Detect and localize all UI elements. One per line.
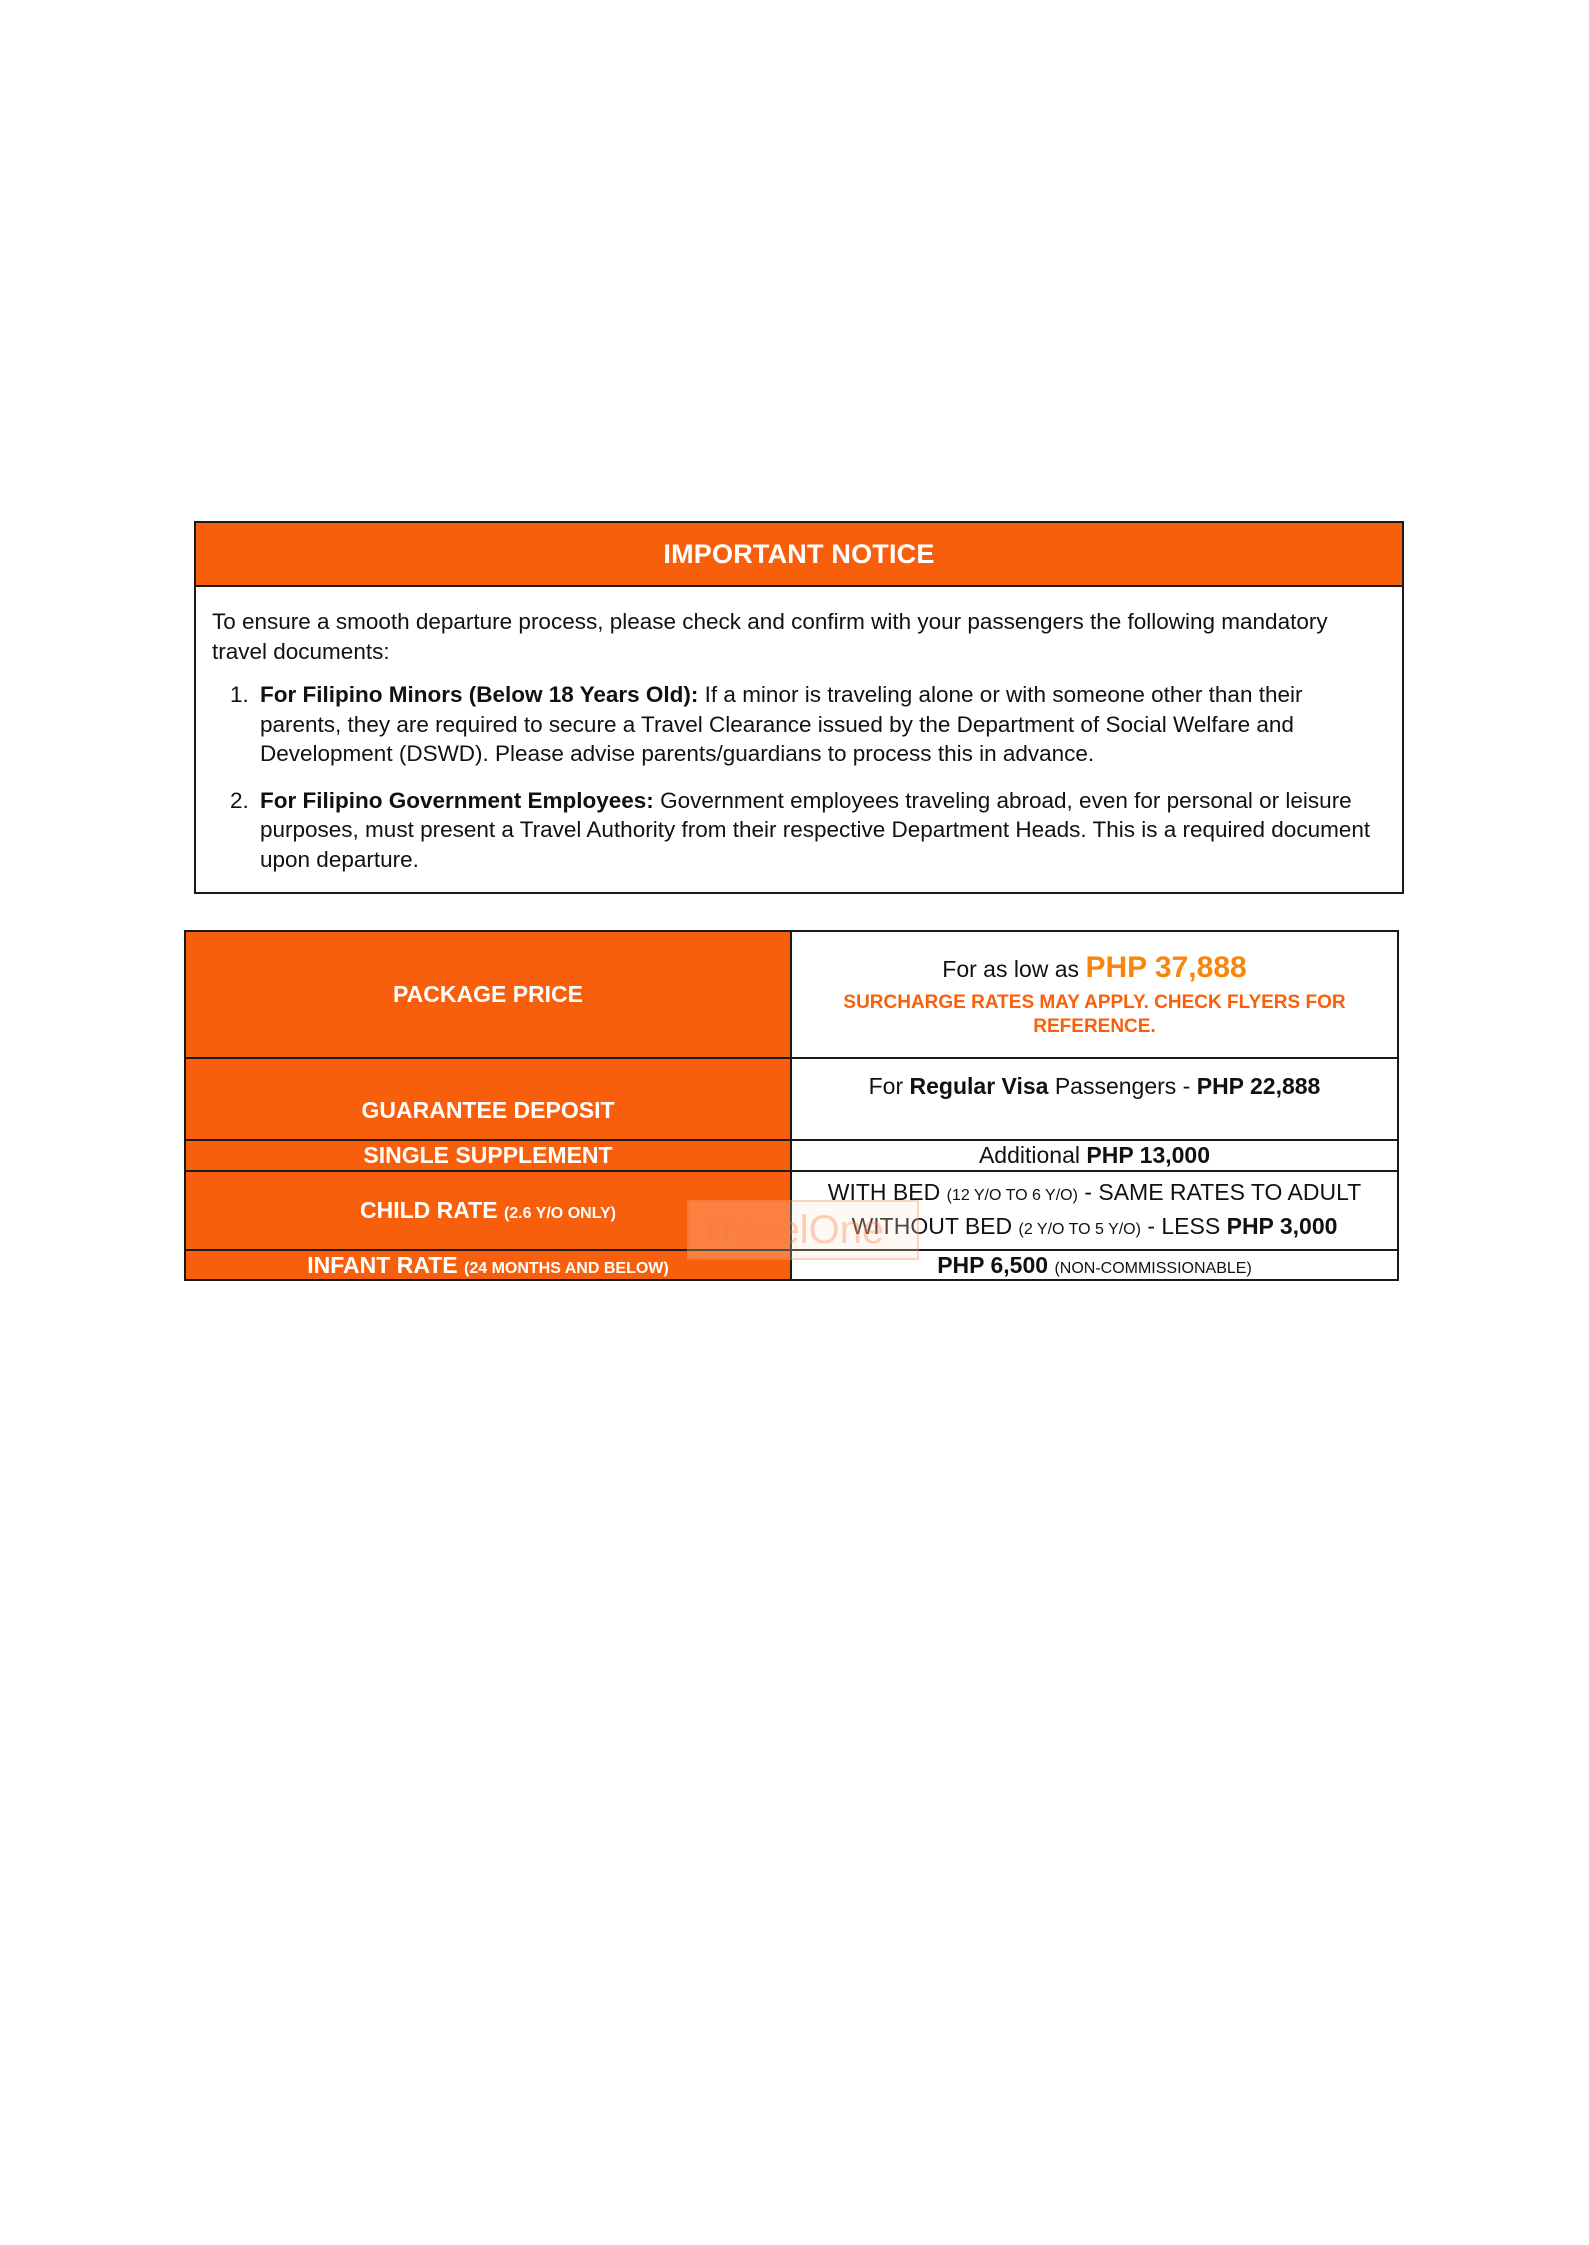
package-price-prefix: For as low as [942, 955, 1080, 982]
child-rate-label [185, 1171, 791, 1250]
table-row-single-supplement [185, 1140, 1398, 1171]
infant-rate-label [185, 1250, 791, 1280]
child-rate-title: CHILD RATE [360, 1197, 498, 1223]
item-number: 2. [230, 787, 249, 813]
package-price-amount: PHP 37,888 [1085, 950, 1247, 984]
supplement-prefix: Additional [978, 1142, 1080, 1168]
deposit-visa: Regular Visa [909, 1073, 1049, 1099]
table-row-package-price [185, 931, 1398, 1058]
table-row-guarantee-deposit [185, 1058, 1398, 1140]
item-title: For Filipino Minors (Below 18 Years Old): [260, 682, 699, 707]
package-price-label: PACKAGE PRICE [185, 931, 791, 1058]
deposit-prefix: For [868, 1073, 904, 1099]
notice-list [212, 680, 1388, 874]
item-text: Government employees traveling abroad, even for personal or leisure purposes, must present a Travel Authority from their respective Department Heads. This is a required document upon departure. [260, 787, 1371, 872]
item-number: 1. [230, 682, 249, 707]
infant-rate-value [791, 1250, 1398, 1280]
surcharge-note: SURCHARGE RATES MAY APPLY. CHECK FLYERS FOR REFERENCE. [843, 991, 1346, 1037]
item-text: If a minor is traveling alone or with someone other than their parents, they are required to secure a Travel Clearance issued by the Department of Social Welfare and Development (DSWD). Please advise parents/guardians to process this in advance. [260, 682, 1303, 766]
single-supplement-label: SINGLE SUPPLEMENT [185, 1140, 791, 1171]
child-with-bed: WITH BED (12 Y/O TO 6 Y/O) - SAME RATES TO ADULT [827, 1178, 1362, 1205]
package-price-value [791, 931, 1398, 1058]
child-rate-value [791, 1171, 1398, 1250]
travelone-watermark: TravelOne [687, 1200, 919, 1260]
notice-title: IMPORTANT NOTICE [196, 523, 1402, 587]
infant-note: (NON-COMMISSIONABLE) [1054, 1259, 1252, 1277]
supplement-amount: PHP 13,000 [1086, 1142, 1211, 1168]
deposit-middle: Passengers - [1054, 1073, 1191, 1099]
infant-rate-title: INFANT RATE [307, 1251, 458, 1278]
notice-body [196, 587, 1402, 874]
child-without-bed: WITHOUT BED (2 Y/O TO 5 Y/O) - LESS PHP 3,000 [851, 1212, 1338, 1239]
single-supplement-value [791, 1140, 1398, 1171]
infant-rate-note: (24 MONTHS AND BELOW) [464, 1259, 669, 1277]
guarantee-deposit-value [791, 1058, 1398, 1140]
important-notice-box [194, 521, 1404, 894]
notice-item-government [212, 786, 1388, 875]
item-title: For Filipino Government Employees: [260, 787, 654, 813]
table-row-infant-rate [185, 1250, 1398, 1280]
table-row-child-rate [185, 1171, 1398, 1250]
guarantee-deposit-label: GUARANTEE DEPOSIT [185, 1058, 791, 1140]
child-rate-note: (2.6 Y/O ONLY) [503, 1205, 616, 1222]
rates-table [184, 930, 1399, 1281]
notice-intro: To ensure a smooth departure process, please check and confirm with your passengers the following mandatory travel documents: [212, 609, 1328, 664]
deposit-amount: PHP 22,888 [1196, 1073, 1321, 1099]
infant-amount: PHP 6,500 [937, 1251, 1049, 1278]
notice-item-minors [212, 680, 1388, 769]
